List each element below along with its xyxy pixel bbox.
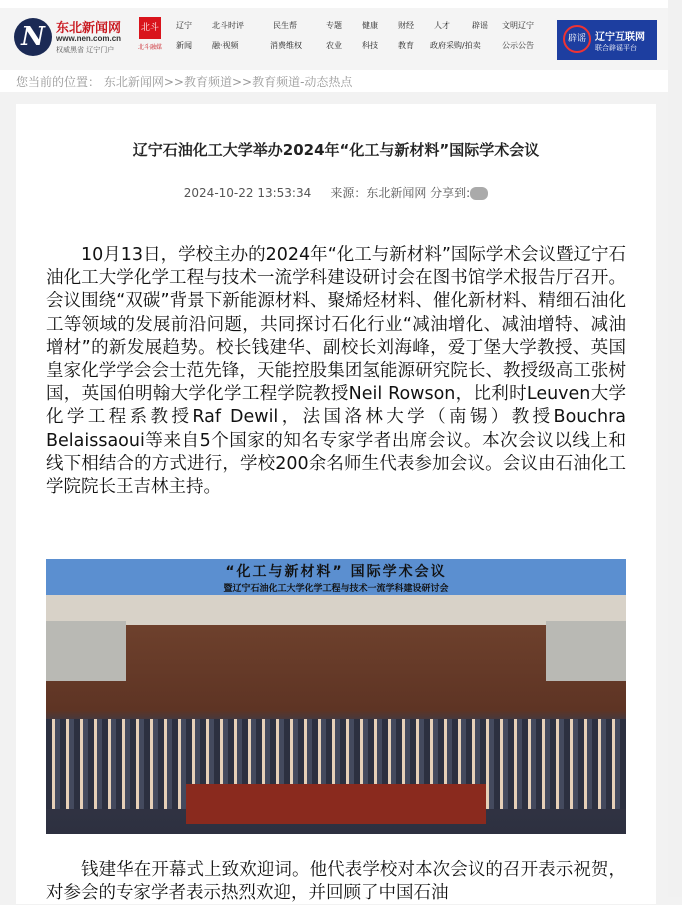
article-card [16, 104, 656, 904]
no-rumor-icon: 辟谣 [563, 25, 591, 53]
article-datetime: 2024-10-22 13:53:34 [183, 186, 312, 200]
logo-name: 东北新闻网 [56, 21, 122, 36]
photo-banner [46, 559, 626, 595]
nav-link[interactable]: 公示公告 [502, 41, 534, 50]
nav-link[interactable]: 农业 [326, 41, 342, 50]
beidou-logo[interactable] [137, 17, 163, 59]
top-strip [0, 0, 682, 8]
photo-stage [186, 784, 486, 824]
nav-link[interactable]: 政府采购/拍卖 [430, 41, 481, 50]
nav-link[interactable]: 辟谣 [472, 21, 488, 30]
nav-link[interactable]: 消费维权 [270, 41, 302, 50]
site-logo[interactable] [14, 15, 132, 59]
breadcrumb-path[interactable]: 东北新闻网>>教育频道>>教育频道-动态热点 [103, 75, 353, 89]
nav-link[interactable]: 教育 [398, 41, 414, 50]
logo-url: www.nen.com.cn [56, 34, 122, 43]
nav-link[interactable]: 北斗时评 [212, 21, 244, 30]
nav-link[interactable]: 融·视频 [212, 41, 239, 50]
beidou-icon: 北斗 [139, 17, 161, 39]
ad-line1: 辽宁互联网 [595, 32, 645, 43]
share-label: 分享到: [430, 186, 471, 200]
breadcrumb-prefix: 您当前的位置： [16, 75, 101, 89]
article-source: 来源：东北新闻网 [330, 186, 427, 200]
article-paragraph: 10月13日，学校主办的2024年“化工与新材料”国际学术会议暨辽宁石油化工大学化学工程与技术一流学科建设研讨会在图书馆学术报告厅召开。会议围绕“双碳”背景下新能源材料、聚烯烃材料、催化新材料、精细石油化工等领域的发展前沿问题，共同探讨石化行业“减油增化、减油增特、减油增材”的新发展趋势。校长钱建华、副校长刘海峰，爱丁堡大学教授、英国皇家化学学会会士范先锋，天能控股集团氢能源研究院长、教授级高工张树国，英国伯明翰大学化学工程学院教授Neil Rowson，比利时Leuven大学化学工程系教授Raf Dewil，法国洛林大学（南锡）教授Bouchra Belaissaoui等来自5个国家的知名专家学者出席会议。本次会议以线上和线下相结合的方式进行，学校200余名师生代表参加会议。会议由石油化工学院院长王吉林主持。 [46, 245, 626, 498]
beidou-label: 北斗融媒 [137, 44, 162, 51]
article-meta [16, 184, 656, 201]
article-title: 辽宁石油化工大学举办2024年“化工与新材料”国际学术会议 [132, 141, 540, 159]
nav-link[interactable]: 新闻 [176, 41, 192, 50]
wechat-share-icon[interactable] [470, 187, 488, 200]
photo-window-right [546, 621, 626, 681]
nav-link[interactable]: 辽宁 [176, 21, 192, 30]
rumor-platform-banner[interactable] [557, 20, 657, 60]
photo-window-left [46, 621, 126, 681]
nav-link[interactable]: 民生帮 [273, 21, 297, 30]
nav-link[interactable]: 专题 [326, 21, 342, 30]
nav-link[interactable]: 健康 [362, 21, 378, 30]
photo-banner-subtitle: 暨辽宁石油化工大学化学工程与技术一流学科建设研讨会 [223, 584, 449, 594]
ad-line2: 联合辟谣平台 [595, 44, 637, 52]
nav-link[interactable]: 人才 [434, 21, 450, 30]
nav-link[interactable]: 文明辽宁 [502, 21, 534, 30]
breadcrumb [0, 70, 682, 92]
logo-slogan: 权威黑省 辽宁门户 [56, 46, 115, 54]
site-header [0, 8, 682, 70]
nav-link[interactable]: 财经 [398, 21, 414, 30]
photo-ceiling [46, 595, 626, 625]
photo-banner-title: “化工与新材料” 国际学术会议 [225, 564, 447, 580]
logo-mark-icon: N [14, 18, 52, 56]
scrollbar[interactable] [668, 0, 682, 897]
article-paragraph: 钱建华在开幕式上致欢迎词。他代表学校对本次会议的召开表示祝贺，对参会的专家学者表示热烈欢迎，并回顾了中国石油 [46, 860, 626, 904]
conference-photo [46, 559, 626, 834]
nav-link[interactable]: 科技 [362, 41, 378, 50]
